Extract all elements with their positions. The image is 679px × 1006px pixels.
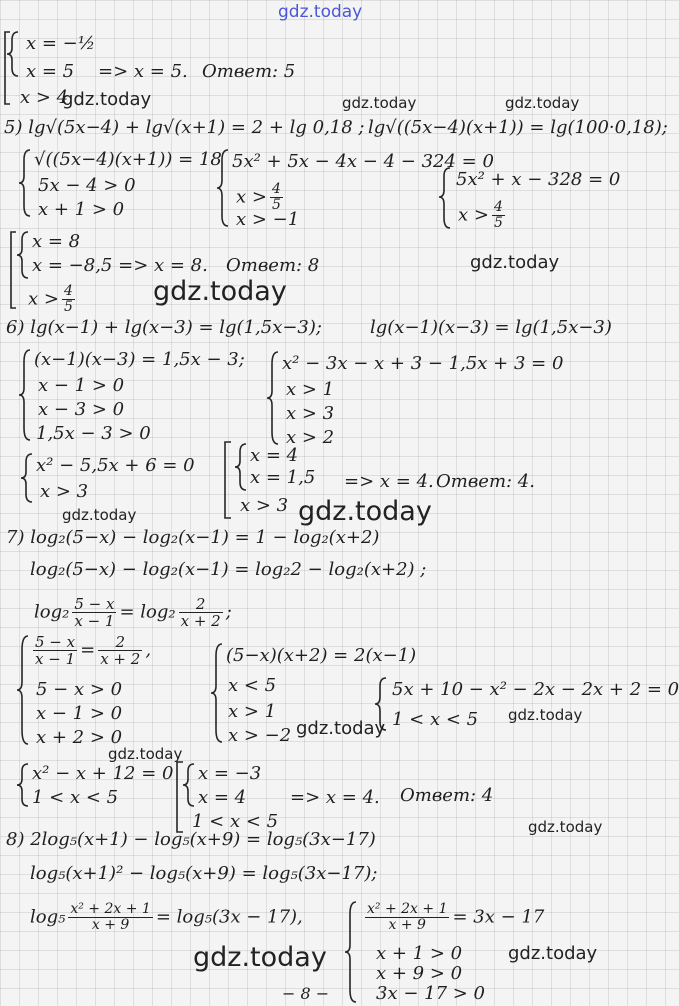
equation-line: x − 3 > 0	[38, 399, 125, 420]
equation-line: x > 4	[20, 87, 69, 108]
system-brace	[214, 148, 232, 228]
equation-line: lg(x−1)(x−3) = lg(1,5x−3)	[370, 317, 612, 338]
equation-line: x > 3	[286, 403, 335, 424]
system-brace	[436, 166, 454, 230]
system-brace	[18, 452, 36, 504]
equation-line: x > $\frac{4}{5}$	[28, 283, 73, 315]
equation-line: x = 4	[250, 445, 299, 466]
equation-line: x = 8	[32, 231, 81, 252]
equation-line: x² − 3x − x + 3 − 1,5x + 3 = 0	[282, 353, 564, 374]
equation-line: 5 − x > 0	[36, 679, 123, 700]
equation-line: 1 < x < 5	[192, 811, 279, 832]
equation-line: x + 2 > 0	[36, 727, 123, 748]
watermark: gdz.today	[508, 943, 598, 964]
answer-text: Ответ: 5	[202, 61, 296, 82]
equation-line: 1 < x < 5	[32, 787, 119, 808]
watermark: gdz.today	[62, 89, 152, 110]
equation-line: log₅ $\frac{\text{x² + 2x + 1}}{x + 9}$ = log₅(3x − 17),	[30, 901, 303, 933]
equation-line: x + 1 > 0	[376, 943, 463, 964]
page-number: − 8 −	[282, 984, 330, 1003]
system-brace	[14, 762, 32, 808]
set-bracket	[222, 440, 234, 520]
equation-line: x < 5	[228, 675, 277, 696]
equation-line: x > 2	[286, 427, 335, 448]
watermark: gdz.today	[153, 276, 287, 307]
watermark: gdz.today	[508, 706, 583, 724]
equation-line: x² − x + 12 = 0	[32, 763, 174, 784]
equation-line: x − 1 > 0	[38, 375, 125, 396]
equation-line: log₅(x+1)² − log₅(x+9) = log₅(3x−17);	[30, 863, 378, 884]
system-brace	[264, 350, 282, 446]
watermark: gdz.today	[108, 745, 183, 763]
equation-line: x = 4	[198, 787, 247, 808]
equation-line: (x−1)(x−3) = 1,5x − 3;	[34, 349, 245, 370]
watermark: gdz.today	[278, 2, 363, 22]
equation-line: 3x − 17 > 0	[376, 983, 486, 1004]
watermark: gdz.today	[528, 818, 603, 836]
system-brace	[16, 348, 34, 442]
system-brace	[16, 148, 34, 218]
problem-heading: 8) 2log₅(x+1) − log₅(x+9) = log₅(3x−17)	[6, 829, 376, 850]
equation-line: 5x + 10 − x² − 2x − 2x + 2 = 0	[392, 679, 679, 700]
watermark: gdz.today	[470, 252, 560, 273]
watermark: gdz.today	[296, 718, 386, 739]
answer-text: Ответ: 4	[400, 785, 494, 806]
equation-line: log₂(5−x) − log₂(x−1) = log₂2 − log₂(x+2) ;	[30, 559, 427, 580]
equation-line: x + 9 > 0	[376, 963, 463, 984]
equation-line: x − 1 > 0	[36, 703, 123, 724]
system-brace	[232, 442, 250, 492]
set-bracket	[8, 230, 18, 310]
equation-line: x > 3	[40, 481, 89, 502]
equation-line: x > 3	[240, 495, 289, 516]
watermark: gdz.today	[193, 942, 327, 973]
watermark: gdz.today	[298, 496, 432, 527]
equation-line: x = −½	[26, 33, 96, 54]
system-brace	[342, 900, 360, 1004]
equation-line: x = −3	[198, 763, 262, 784]
equation-line: => x = 4.	[290, 787, 380, 808]
equation-line: x + 1 > 0	[38, 199, 125, 220]
equation-line: 5x² + x − 328 = 0	[456, 169, 621, 190]
problem-heading: 7) log₂(5−x) − log₂(x−1) = 1 − log₂(x+2)	[6, 527, 380, 548]
equation-line: x² − 5,5x + 6 = 0	[36, 455, 195, 476]
problem-heading: 6) lg(x−1) + lg(x−3) = lg(1,5x−3);	[6, 317, 322, 338]
equation-line: x = −8,5 => x = 8.	[32, 255, 208, 276]
equation-line: x > 1	[286, 379, 335, 400]
set-bracket	[174, 760, 186, 834]
system-brace	[208, 642, 226, 744]
equation-line: 1 < x < 5	[392, 709, 479, 730]
watermark: gdz.today	[342, 94, 417, 112]
equation-line: => x = 5.	[98, 61, 188, 82]
equation-line: lg√((5x−4)(x+1)) = lg(100·0,18);	[368, 117, 668, 138]
equation-line: (5−x)(x+2) = 2(x−1)	[226, 645, 417, 666]
equation-line: x > −1	[236, 209, 300, 230]
equation-line: x = 5	[26, 61, 75, 82]
answer-text: Ответ: 4.	[436, 471, 535, 492]
answer-text: Ответ: 8	[226, 255, 320, 276]
equation-line: √((5x−4)(x+1)) = 18	[34, 149, 222, 170]
system-brace	[372, 676, 390, 732]
equation-line: x > $\frac{4}{5}$	[458, 199, 503, 231]
equation-line: => x = 4.	[344, 471, 434, 492]
problem-heading: 5) lg√(5x−4) + lg√(x+1) = 2 + lg 0,18 ;	[4, 117, 365, 138]
equation-line: $\frac{5 - x}{x - 1}$ = $\frac{2}{x + 2}$ ,	[35, 633, 152, 668]
equation-line: x > 1	[228, 701, 277, 722]
equation-line: 5x − 4 > 0	[38, 175, 136, 196]
watermark: gdz.today	[505, 94, 580, 112]
equation-line: log₂ $\frac{5 - x}{x - 1}$ = log₂ $\frac{2}{x + 2}$ ;	[34, 595, 232, 630]
equation-line: 1,5x − 3 > 0	[36, 423, 151, 444]
equation-line: 5x² + 5x − 4x − 4 − 324 = 0	[232, 151, 494, 172]
equation-line: x > $\frac{4}{5}$	[236, 181, 281, 213]
equation-line: x = 1,5	[250, 467, 316, 488]
equation-line: $\frac{\text{x² + 2x + 1}}{x + 9}$ = 3x − 17	[367, 901, 545, 933]
watermark: gdz.today	[62, 506, 137, 524]
equation-line: x > −2	[228, 725, 292, 746]
set-bracket	[2, 30, 12, 106]
